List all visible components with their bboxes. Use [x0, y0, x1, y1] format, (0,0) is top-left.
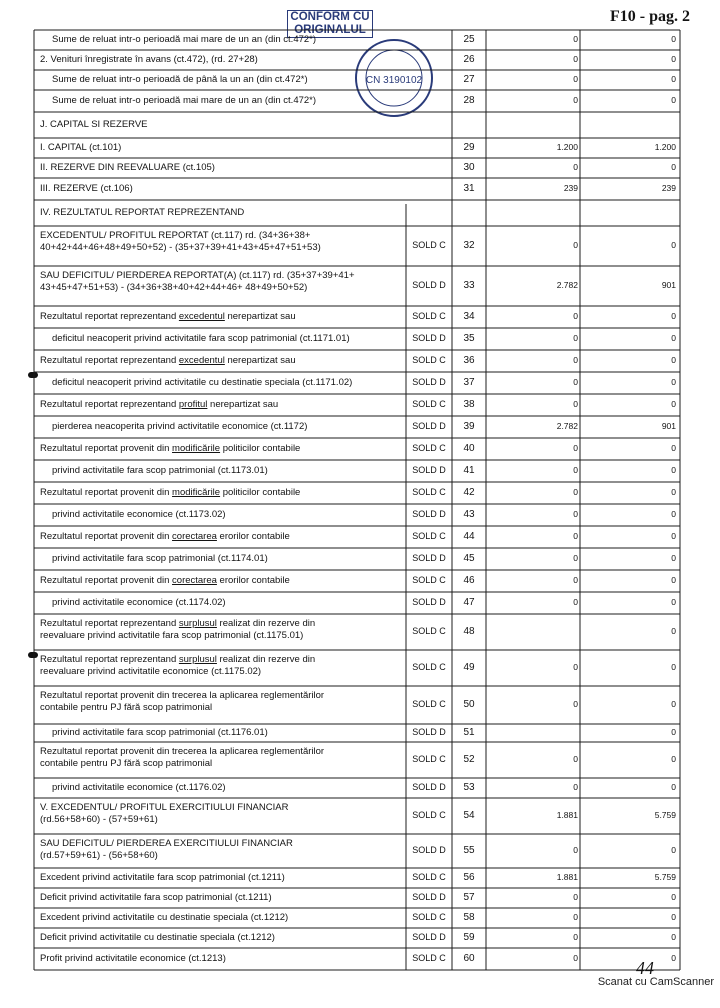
- value-current-period: 5.759: [654, 872, 676, 882]
- value-current-period: 0: [671, 575, 676, 585]
- row-label: J. CAPITAL SI REZERVE: [40, 119, 148, 130]
- value-current-period: 0: [671, 509, 676, 519]
- row-number: 53: [463, 782, 475, 793]
- row-label: Sume de reluat intr-o perioadă mai mare de un an (din ct.472*): [52, 34, 317, 45]
- row-label: pierderea neacoperita privind activitatile economice (ct.1172): [52, 421, 308, 432]
- row-number: 30: [463, 162, 475, 173]
- row-label: Rezultatul reportat reprezentand excedentul nerepartizat sau: [40, 311, 296, 322]
- table-row: [0, 686, 720, 724]
- sold-type: SOLD C: [412, 531, 446, 541]
- table-row: [0, 526, 720, 548]
- table-row: [0, 266, 720, 306]
- value-previous-period: 0: [573, 509, 578, 519]
- table-row: [0, 888, 720, 908]
- table-row: [0, 908, 720, 928]
- row-number: 58: [463, 912, 475, 923]
- row-label: Rezultatul reportat reprezentand surplusul realizat din rezerve din reevaluare privind activitatile fara scop patrimonial (ct.1175.01): [40, 618, 316, 641]
- value-current-period: 1.200: [654, 142, 676, 152]
- row-number: 27: [463, 74, 475, 85]
- sold-type: SOLD D: [412, 727, 446, 737]
- row-number: 50: [463, 699, 475, 710]
- table-row: [0, 742, 720, 778]
- row-number: 28: [463, 95, 475, 106]
- value-previous-period: 0: [573, 487, 578, 497]
- value-previous-period: 1.881: [556, 810, 578, 820]
- value-previous-period: 0: [573, 95, 578, 105]
- sold-type: SOLD D: [412, 892, 446, 902]
- value-current-period: 0: [671, 782, 676, 792]
- sold-type: SOLD C: [412, 355, 446, 365]
- row-label: Sume de reluat intr-o perioadă mai mare de un an (din ct.472*): [52, 95, 317, 106]
- value-current-period: 0: [671, 54, 676, 64]
- table-row: [0, 482, 720, 504]
- value-current-period: 0: [671, 443, 676, 453]
- table-row: [0, 328, 720, 350]
- value-current-period: 0: [671, 311, 676, 321]
- row-number: 41: [463, 465, 475, 476]
- row-number: 36: [463, 355, 475, 366]
- value-previous-period: 0: [573, 782, 578, 792]
- sold-type: SOLD D: [412, 377, 446, 387]
- table-row: [0, 112, 720, 138]
- row-number: 25: [463, 34, 475, 45]
- table-row: [0, 158, 720, 178]
- sold-type: SOLD D: [412, 280, 446, 290]
- value-previous-period: 0: [573, 311, 578, 321]
- value-previous-period: 0: [573, 912, 578, 922]
- row-number: 60: [463, 953, 475, 964]
- sold-type: SOLD C: [412, 872, 446, 882]
- value-current-period: 0: [671, 932, 676, 942]
- value-current-period: 0: [671, 377, 676, 387]
- row-number: 59: [463, 932, 475, 943]
- row-number: 39: [463, 421, 475, 432]
- value-current-period: 0: [671, 912, 676, 922]
- row-label: privind activitatile economice (ct.1174.02): [52, 597, 226, 608]
- row-label: privind activitatile fara scop patrimonial (ct.1173.01): [52, 465, 268, 476]
- value-previous-period: 0: [573, 443, 578, 453]
- value-current-period: 0: [671, 953, 676, 963]
- table-row: [0, 138, 720, 158]
- row-label: privind activitatile fara scop patrimonial (ct.1176.01): [52, 727, 268, 738]
- value-current-period: 901: [661, 421, 676, 431]
- value-current-period: 0: [671, 162, 676, 172]
- row-label: Rezultatul reportat provenit din modificările politicilor contabile: [40, 487, 301, 498]
- value-previous-period: 239: [563, 183, 578, 193]
- row-number: 49: [463, 662, 475, 673]
- row-label: II. REZERVE DIN REEVALUARE (ct.105): [40, 162, 215, 173]
- value-previous-period: 0: [573, 333, 578, 343]
- row-number: 42: [463, 487, 475, 498]
- row-number: 51: [463, 727, 475, 738]
- value-current-period: 0: [671, 754, 676, 764]
- value-current-period: 0: [671, 531, 676, 541]
- row-number: 56: [463, 872, 475, 883]
- value-current-period: 0: [671, 699, 676, 709]
- table-row: [0, 592, 720, 614]
- row-label: Rezultatul reportat provenit din trecerea la aplicarea reglementărilor contabile pentru PJ fără scop patrimonial: [40, 746, 325, 769]
- table-row: [0, 928, 720, 948]
- row-label: Deficit privind activitatile fara scop patrimonial (ct.1211): [40, 892, 272, 903]
- value-current-period: 0: [671, 553, 676, 563]
- value-previous-period: 0: [573, 892, 578, 902]
- sold-type: SOLD C: [412, 487, 446, 497]
- row-number: 46: [463, 575, 475, 586]
- value-current-period: 239: [661, 183, 676, 193]
- row-label: Profit privind activitatile economice (ct.1213): [40, 953, 226, 964]
- value-previous-period: 0: [573, 575, 578, 585]
- row-label: Rezultatul reportat reprezentand profitul nerepartizat sau: [40, 399, 279, 410]
- table-row: [0, 948, 720, 970]
- value-previous-period: 0: [573, 399, 578, 409]
- row-label: Deficit privind activitatile cu destinatie speciala (ct.1212): [40, 932, 275, 943]
- row-number: 37: [463, 377, 475, 388]
- value-current-period: 0: [671, 845, 676, 855]
- row-label: deficitul neacoperit privind activitatile cu destinatie speciala (ct.1171.02): [52, 377, 353, 388]
- value-previous-period: 0: [573, 553, 578, 563]
- sold-type: SOLD C: [412, 399, 446, 409]
- row-number: 54: [463, 810, 475, 821]
- row-number: 52: [463, 754, 475, 765]
- sold-type: SOLD D: [412, 782, 446, 792]
- table-row: [0, 724, 720, 742]
- sold-type: SOLD D: [412, 465, 446, 475]
- table-row: [0, 90, 720, 112]
- row-label: privind activitatile fara scop patrimonial (ct.1174.01): [52, 553, 268, 564]
- sold-type: SOLD D: [412, 845, 446, 855]
- row-label: privind activitatile economice (ct.1176.02): [52, 782, 226, 793]
- scanner-watermark: Scanat cu CamScanner: [597, 976, 714, 988]
- table-row: [0, 306, 720, 328]
- value-previous-period: 2.782: [556, 421, 578, 431]
- value-previous-period: 0: [573, 932, 578, 942]
- value-current-period: 0: [671, 34, 676, 44]
- value-previous-period: 0: [573, 754, 578, 764]
- sold-type: SOLD C: [412, 699, 446, 709]
- row-number: 33: [463, 280, 475, 291]
- sold-type: SOLD C: [412, 662, 446, 672]
- table-row: [0, 50, 720, 70]
- row-number: 26: [463, 54, 475, 65]
- value-current-period: 0: [671, 662, 676, 672]
- value-previous-period: 0: [573, 162, 578, 172]
- row-number: 43: [463, 509, 475, 520]
- sold-type: SOLD D: [412, 597, 446, 607]
- table-row: [0, 614, 720, 650]
- table-row: [0, 778, 720, 798]
- row-label: Rezultatul reportat provenit din corectarea erorilor contabile: [40, 531, 290, 542]
- value-previous-period: 0: [573, 845, 578, 855]
- table-row: [0, 548, 720, 570]
- value-previous-period: 1.200: [556, 142, 578, 152]
- value-current-period: 0: [671, 355, 676, 365]
- table-row: [0, 178, 720, 200]
- table-row: [0, 416, 720, 438]
- value-current-period: 0: [671, 95, 676, 105]
- table-row: [0, 70, 720, 90]
- value-previous-period: 0: [573, 377, 578, 387]
- row-label: Rezultatul reportat reprezentand excedentul nerepartizat sau: [40, 355, 296, 366]
- value-current-period: 0: [671, 626, 676, 636]
- value-current-period: 0: [671, 892, 676, 902]
- row-label: I. CAPITAL (ct.101): [40, 142, 122, 153]
- row-label: Sume de reluat intr-o perioadă de până la un an (din ct.472*): [52, 74, 308, 85]
- row-number: 44: [463, 531, 475, 542]
- row-label: IV. REZULTATUL REPORTAT REPREZENTAND: [40, 207, 245, 218]
- sold-type: SOLD C: [412, 754, 446, 764]
- value-previous-period: 0: [573, 240, 578, 250]
- table-row: [0, 570, 720, 592]
- row-number: 40: [463, 443, 475, 454]
- value-current-period: 0: [671, 727, 676, 737]
- sold-type: SOLD D: [412, 509, 446, 519]
- row-label: SAU DEFICITUL/ PIERDEREA REPORTAT(A) (ct.117) rd. (35+37+39+41+ 43+45+47+51+53) - (34+36+38+40+42+44+46+ 48+49+50+52): [40, 270, 355, 293]
- handwritten-page-number: 44: [636, 958, 654, 978]
- row-number: 38: [463, 399, 475, 410]
- row-label: Rezultatul reportat provenit din trecerea la aplicarea reglementărilor contabile pentru PJ fără scop patrimonial: [40, 690, 325, 713]
- row-number: 34: [463, 311, 475, 322]
- table-row: [0, 30, 720, 50]
- sold-type: SOLD C: [412, 443, 446, 453]
- value-previous-period: 2.782: [556, 280, 578, 290]
- row-number: 35: [463, 333, 475, 344]
- row-label: EXCEDENTUL/ PROFITUL REPORTAT (ct.117) rd. (34+36+38+ 40+42+44+46+48+49+50+52) - (35+37+39+41+43+45+47+51+53): [40, 230, 321, 253]
- value-previous-period: 0: [573, 531, 578, 541]
- row-number: 47: [463, 597, 475, 608]
- table-row: [0, 200, 720, 226]
- sold-type: SOLD D: [412, 421, 446, 431]
- seal-label: CN 3190102: [365, 75, 423, 86]
- table-row: [0, 798, 720, 834]
- sold-type: SOLD D: [412, 333, 446, 343]
- value-current-period: 0: [671, 240, 676, 250]
- value-previous-period: 0: [573, 54, 578, 64]
- table-row: [0, 460, 720, 482]
- row-label: SAU DEFICITUL/ PIERDEREA EXERCITIULUI FINANCIAR (rd.57+59+61) - (56+58+60): [40, 838, 293, 861]
- sold-type: SOLD C: [412, 575, 446, 585]
- row-label: privind activitatile economice (ct.1173.02): [52, 509, 226, 520]
- value-current-period: 0: [671, 74, 676, 84]
- table-row: [0, 226, 720, 266]
- row-label: Rezultatul reportat reprezentand surplusul realizat din rezerve din reevaluare privind activitatile economice (ct.1175.02): [40, 654, 316, 677]
- row-number: 48: [463, 626, 475, 637]
- row-label: 2. Venituri înregistrate în avans (ct.472), (rd. 27+28): [40, 54, 258, 65]
- table-row: [0, 350, 720, 372]
- row-number: 57: [463, 892, 475, 903]
- row-number: 29: [463, 142, 475, 153]
- table-row: [0, 504, 720, 526]
- value-previous-period: 1.881: [556, 872, 578, 882]
- table-row: [0, 834, 720, 868]
- value-previous-period: 0: [573, 662, 578, 672]
- sold-type: SOLD C: [412, 953, 446, 963]
- row-number: 45: [463, 553, 475, 564]
- form-page-code: F10 - pag. 2: [610, 8, 690, 25]
- value-previous-period: 0: [573, 699, 578, 709]
- value-current-period: 0: [671, 399, 676, 409]
- sold-type: SOLD C: [412, 240, 446, 250]
- sold-type: SOLD D: [412, 932, 446, 942]
- value-previous-period: 0: [573, 34, 578, 44]
- row-label: Rezultatul reportat provenit din modificările politicilor contabile: [40, 443, 301, 454]
- row-label: V. EXCEDENTUL/ PROFITUL EXERCITIULUI FINANCIAR (rd.56+58+60) - (57+59+61): [40, 802, 289, 825]
- row-number: 32: [463, 240, 475, 251]
- table-row: [0, 868, 720, 888]
- row-label: Excedent privind activitatile fara scop patrimonial (ct.1211): [40, 872, 285, 883]
- table-row: [0, 372, 720, 394]
- table-row: [0, 394, 720, 416]
- row-label: Excedent privind activitatile cu destinatie speciala (ct.1212): [40, 912, 289, 923]
- value-previous-period: 0: [573, 465, 578, 475]
- sold-type: SOLD D: [412, 553, 446, 563]
- value-current-period: 0: [671, 333, 676, 343]
- row-label: deficitul neacoperit privind activitatile fara scop patrimonial (ct.1171.01): [52, 333, 350, 344]
- value-current-period: 0: [671, 487, 676, 497]
- value-previous-period: 0: [573, 953, 578, 963]
- value-current-period: 0: [671, 465, 676, 475]
- sold-type: SOLD C: [412, 626, 446, 636]
- sold-type: SOLD C: [412, 311, 446, 321]
- table-row: [0, 438, 720, 460]
- value-previous-period: 0: [573, 597, 578, 607]
- row-number: 55: [463, 845, 475, 856]
- conform-stamp: CONFORM CU ORIGINALUL: [287, 10, 373, 38]
- sold-type: SOLD C: [412, 912, 446, 922]
- value-previous-period: 0: [573, 355, 578, 365]
- value-current-period: 5.759: [654, 810, 676, 820]
- sold-type: SOLD C: [412, 810, 446, 820]
- row-label: III. REZERVE (ct.106): [40, 183, 133, 194]
- table-row: [0, 650, 720, 686]
- row-label: Rezultatul reportat provenit din corectarea erorilor contabile: [40, 575, 290, 586]
- value-previous-period: 0: [573, 74, 578, 84]
- value-current-period: 0: [671, 597, 676, 607]
- value-current-period: 901: [661, 280, 676, 290]
- row-number: 31: [463, 183, 475, 194]
